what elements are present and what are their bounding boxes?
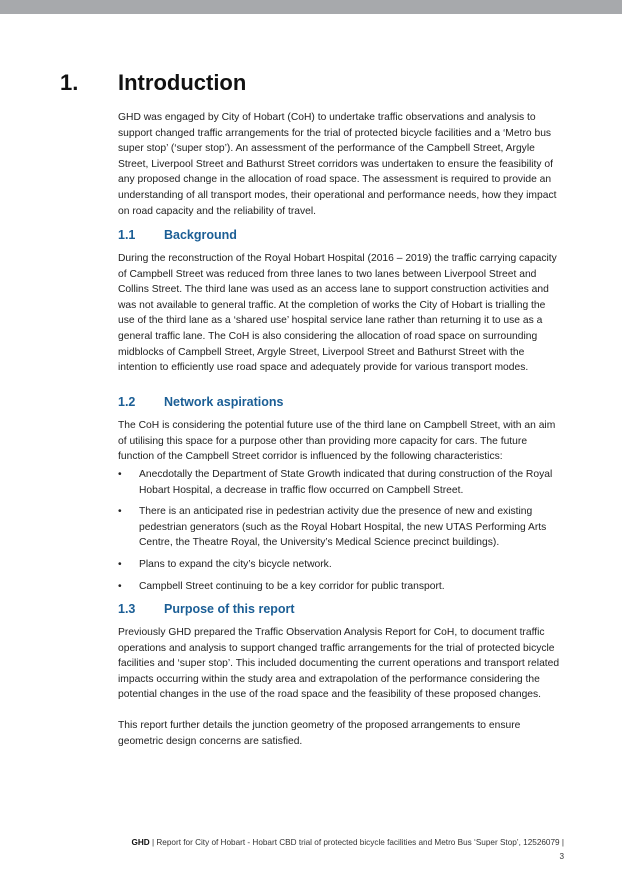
page-number: 3 <box>559 852 564 861</box>
bullet-icon: • <box>118 506 122 518</box>
section-number: 1.3 <box>118 602 136 616</box>
bullet-icon: • <box>118 469 122 480</box>
list-item <box>118 504 564 551</box>
background-paragraph: During the reconstruction of the Royal Hobart Hospital (2016 – 2019) the traffic carrying capacity of Campbell Street was reduced from three lanes to two lanes between Liverpool Street and Collins Street. The third lane was used as an access lane to support construction activities and was not available to general traffic. At the completion of works the City of Hobart is trialling the use of the third lane as a ‘shared use’ hospital service lane rather than returning it to use as a general traffic lane. The CoH is also considering the allocation of road space on surrounding midblocks of Campbell Street, Argyle Street, Liverpool Street and Bathurst Street with the intention to efficiently use road space and adequately provide for various transport modes. <box>118 253 557 374</box>
section-heading-background <box>118 228 237 242</box>
section-title: Network aspirations <box>164 395 284 409</box>
chapter-title: Introduction <box>118 70 247 95</box>
bullet-icon: • <box>118 558 122 570</box>
section-heading-network-aspirations <box>118 395 283 409</box>
list-item <box>118 579 564 595</box>
page-footer <box>118 836 564 864</box>
intro-paragraph: GHD was engaged by City of Hobart (CoH) to undertake traffic observations and analysis to support changed traffic arrangements for the trial of protected bicycle facilities and a ‘Metro bus super stop’ (‘super stop’). An assessment of the performance of the Campbell Street, Argyle Street, Liverpool Street and Bathurst Street corridors was undertaken to ensure the feasibility of any proposed change in the allocation of road space. The assessment is required to provide an understanding of all transport modes, their operational and performance needs, how they impact on road capacity and the reliability of travel. <box>118 112 557 217</box>
list-item-text: There is an anticipated rise in pedestrian activity due the presence of new and existing pedestrian generators (such as the Royal Hobart Hospital, the new UTAS Performing Arts Centre, the Theatre Royal, the University’s Medical Science precinct buildings). <box>139 506 547 549</box>
chapter-number: 1. <box>60 70 79 95</box>
section-title: Purpose of this report <box>164 602 295 616</box>
footer-company: GHD <box>131 838 150 847</box>
footer-report-title: | Report for City of Hobart - Hobart CBD trial of protected bicycle facilities and Metro Bus ‘Super Stop’, 12526079 | <box>149 838 564 847</box>
list-item <box>118 557 564 573</box>
purpose-paragraph-2: This report further details the junction geometry of the proposed arrangements to ensure geometric design concerns are satisfied. <box>118 720 521 747</box>
list-item-text: Campbell Street continuing to be a key corridor for public transport. <box>139 580 445 592</box>
section-heading-purpose <box>118 602 295 616</box>
list-item-text: Anecdotally the Department of State Growth indicated that during construction of the Royal Hobart Hospital, a decrease in traffic flow occurred on Campbell Street. <box>139 469 553 496</box>
network-aspirations-paragraph: The CoH is considering the potential future use of the third lane on Campbell Street, with an aim of utilising this space for a purpose other than providing more capacity for cars. The future function of the Campbell Street corridor is influenced by the following characteristics: <box>118 420 556 463</box>
section-number: 1.2 <box>118 395 136 409</box>
list-item <box>118 467 564 498</box>
purpose-paragraph-1: Previously GHD prepared the Traffic Observation Analysis Report for CoH, to document traffic operations and analysis to support changed traffic arrangements for the trial of protected bicycle facilities and ‘super stop’. This included documenting the current operations and transport related impacts occurring within the study area and extrapolation of the performance considering the potential changes in the use of the road space and the feasibility of these proposed changes. <box>118 627 560 701</box>
characteristics-list <box>118 467 564 600</box>
page-top-bar <box>0 0 622 14</box>
section-number: 1.1 <box>118 228 136 242</box>
bullet-icon: • <box>118 580 122 592</box>
section-title: Background <box>164 228 237 242</box>
list-item-text: Plans to expand the city’s bicycle network. <box>139 558 332 570</box>
